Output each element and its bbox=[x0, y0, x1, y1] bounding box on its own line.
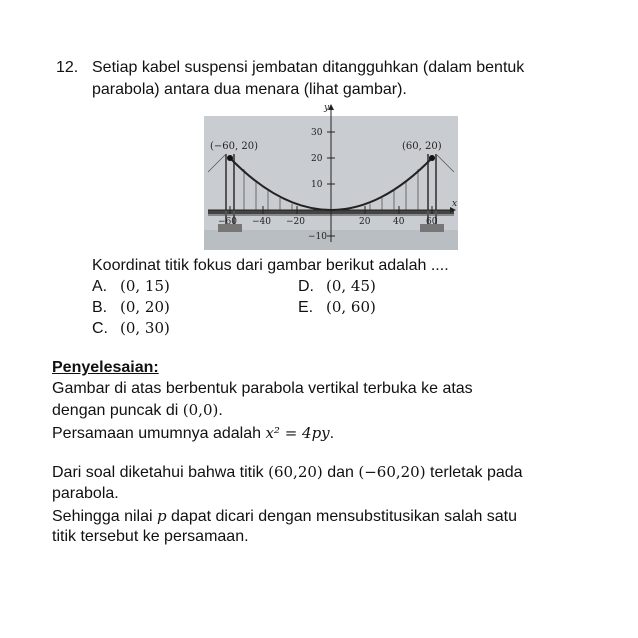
solution-p1-line2 bbox=[52, 400, 223, 421]
y-tick-neg10: −10 bbox=[308, 232, 327, 242]
point2-math: (−60,20) bbox=[358, 463, 426, 481]
x-tick-60: 60 bbox=[426, 217, 438, 227]
y-tick-30: 30 bbox=[311, 128, 323, 138]
solution-p2-line2: parabola. bbox=[52, 485, 119, 502]
question-prompt: Koordinat titik fokus dari gambar berikut adalah .... bbox=[92, 257, 449, 274]
option-e-letter: E. bbox=[298, 299, 314, 316]
solution-text: dapat dicari dengan mensubstitusikan salah satu bbox=[166, 508, 518, 525]
option-a bbox=[92, 276, 170, 297]
solution-text: . bbox=[329, 425, 335, 442]
y-tick-20: 20 bbox=[311, 154, 323, 164]
option-b-value: (0, 20) bbox=[120, 298, 170, 316]
option-d bbox=[298, 276, 376, 297]
question-text-line-1: Setiap kabel suspensi jembatan ditangguhkan (dalam bentuk bbox=[92, 59, 525, 76]
solution-text: dengan puncak di bbox=[52, 402, 183, 419]
solution-p1-line3 bbox=[52, 423, 334, 444]
option-c bbox=[92, 318, 170, 339]
right-point-marker bbox=[429, 155, 435, 161]
x-tick-neg40: −40 bbox=[252, 217, 271, 227]
solution-text: Sehingga nilai bbox=[52, 508, 157, 525]
solution-text: Persamaan umumnya adalah bbox=[52, 425, 266, 442]
x-tick-20: 20 bbox=[359, 217, 371, 227]
x-tick-neg60: −60 bbox=[218, 217, 237, 227]
equation-math: x² = 4py bbox=[265, 424, 330, 442]
solution-text: Dari soal diketahui bahwa titik bbox=[52, 464, 269, 481]
option-b-letter: B. bbox=[92, 299, 108, 316]
solution-p2-line3 bbox=[52, 506, 517, 527]
point1-math: (60,20) bbox=[268, 463, 323, 481]
left-point-marker bbox=[227, 155, 233, 161]
p-variable: p bbox=[156, 507, 167, 525]
solution-heading: Penyelesaian: bbox=[52, 359, 159, 376]
right-point-label: (60, 20) bbox=[402, 141, 442, 152]
left-point-label: (−60, 20) bbox=[210, 141, 258, 152]
x-axis-label: x bbox=[452, 199, 458, 209]
option-a-value: (0, 15) bbox=[120, 277, 170, 295]
option-d-letter: D. bbox=[298, 278, 314, 295]
option-a-letter: A. bbox=[92, 278, 108, 295]
solution-text: . bbox=[218, 402, 223, 419]
vertex-math: (0,0) bbox=[182, 401, 219, 419]
x-tick-40: 40 bbox=[393, 217, 405, 227]
option-c-letter: C. bbox=[92, 320, 108, 337]
option-b bbox=[92, 297, 170, 318]
y-tick-10: 10 bbox=[311, 180, 323, 190]
solution-p2-line4: titik tersebut ke persamaan. bbox=[52, 528, 249, 545]
bridge-parabola-figure bbox=[204, 102, 458, 250]
option-c-value: (0, 30) bbox=[120, 319, 170, 337]
solution-text: terletak pada bbox=[425, 464, 523, 481]
solution-p1-line1: Gambar di atas berbentuk parabola vertikal terbuka ke atas bbox=[52, 380, 473, 397]
option-d-value: (0, 45) bbox=[326, 277, 376, 295]
solution-p2-line1 bbox=[52, 462, 523, 483]
x-tick-neg20: −20 bbox=[286, 217, 305, 227]
y-axis-label: y bbox=[324, 103, 330, 113]
question-number: 12. bbox=[56, 59, 79, 76]
option-e-value: (0, 60) bbox=[326, 298, 376, 316]
solution-text: dan bbox=[322, 464, 359, 481]
question-text-line-2: parabola) antara dua menara (lihat gambar). bbox=[92, 81, 407, 98]
option-e bbox=[298, 297, 376, 318]
